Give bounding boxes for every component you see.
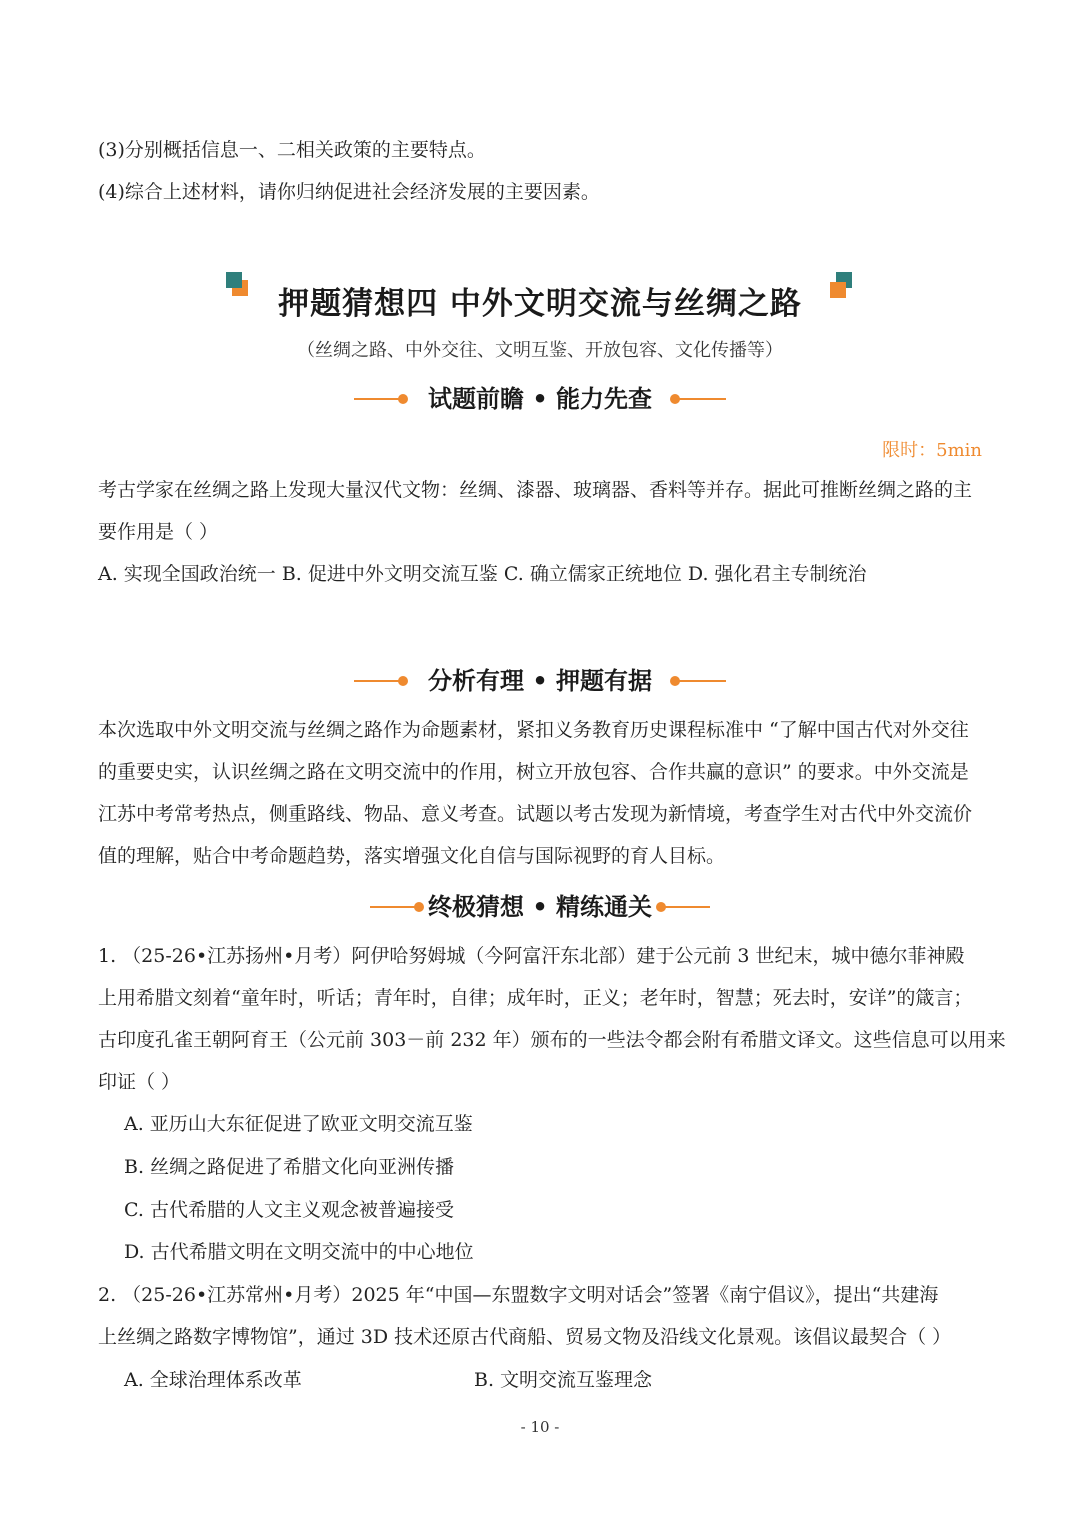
q2-option-a: A. 全球治理体系改革 xyxy=(124,1369,302,1391)
page-number: - 10 - xyxy=(520,1418,560,1436)
section-heading-preview-text: 试题前瞻 • 能力先查 xyxy=(427,385,653,413)
section-heading-analysis-text: 分析有理 • 押题有据 xyxy=(427,667,653,695)
preview-stem-line-2: 要作用是（ ） xyxy=(98,521,219,543)
section-heading-final xyxy=(0,890,1080,926)
q1-line-4: 印证（ ） xyxy=(98,1071,181,1093)
analysis-line-2: 的重要史实，认识丝绸之路在文明交流中的作用，树立开放包容、合作共赢的意识” 的要求。中外交流是 xyxy=(98,761,969,783)
question-3: (3)分别概括信息一、二相关政策的主要特点。 xyxy=(98,139,486,161)
title-decoration-right-icon xyxy=(830,272,850,292)
q1-option-c: C. 古代希腊的人文主义观念被普遍接受 xyxy=(124,1199,454,1221)
q1-option-b: B. 丝绸之路促进了希腊文化向亚洲传播 xyxy=(124,1156,455,1178)
preview-options: A. 实现全国政治统一 B. 促进中外文明交流互鉴 C. 确立儒家正统地位 D. 强化君主专制统治 xyxy=(98,563,867,585)
section-heading-analysis xyxy=(0,664,1080,700)
q1-line-2: 上用希腊文刻着“童年时，听话；青年时，自律；成年时，正义；老年时，智慧；死去时，安详”的箴言； xyxy=(98,987,973,1009)
q1-line-3: 古印度孔雀王朝阿育王（公元前 303－前 232 年）颁布的一些法令都会附有希腊文译文。这些信息可以用来 xyxy=(98,1029,1006,1051)
analysis-line-4: 值的理解，贴合中考命题趋势，落实增强文化自信与国际视野的育人目标。 xyxy=(98,845,726,867)
q2-option-b: B. 文明交流互鉴理念 xyxy=(474,1369,653,1391)
section-heading-final-text: 终极猜想 • 精练通关 xyxy=(427,893,653,921)
q1-option-a: A. 亚历山大东征促进了欧亚文明交流互鉴 xyxy=(124,1113,473,1135)
q2-line-1: 2. （25-26•江苏常州•月考）2025 年“中国—东盟数字文明对话会”签署《南宁倡议》，提出“共建海 xyxy=(98,1284,939,1306)
title-block xyxy=(0,270,1080,330)
time-limit: 限时：5min xyxy=(882,440,982,461)
question-4: (4)综合上述材料，请你归纳促进社会经济发展的主要因素。 xyxy=(98,181,600,203)
preview-stem-line-1: 考古学家在丝绸之路上发现大量汉代文物：丝绸、漆器、玻璃器、香料等并存。据此可推断丝绸之路的主 xyxy=(98,479,973,501)
q1-option-d: D. 古代希腊文明在文明交流中的中心地位 xyxy=(124,1241,474,1263)
section-heading-preview xyxy=(0,382,1080,418)
q2-line-2: 上丝绸之路数字博物馆”，通过 3D 技术还原古代商船、贸易文物及沿线文化景观。该倡议最契合（ ） xyxy=(98,1326,952,1348)
page-subtitle: （丝绸之路、中外交往、文明互鉴、开放包容、文化传播等） xyxy=(297,340,783,361)
page-title: 押题猜想四 中外文明交流与丝绸之路 xyxy=(278,286,802,322)
analysis-line-1: 本次选取中外文明交流与丝绸之路作为命题素材，紧扣义务教育历史课程标准中 “了解中国古代对外交往 xyxy=(98,719,969,741)
analysis-line-3: 江苏中考常考热点，侧重路线、物品、意义考查。试题以考古发现为新情境，考查学生对古代中外交流价 xyxy=(98,803,973,825)
q1-line-1: 1. （25-26•江苏扬州•月考）阿伊哈努姆城（今阿富汗东北部）建于公元前 3 世纪末，城中德尔菲神殿 xyxy=(98,945,965,967)
